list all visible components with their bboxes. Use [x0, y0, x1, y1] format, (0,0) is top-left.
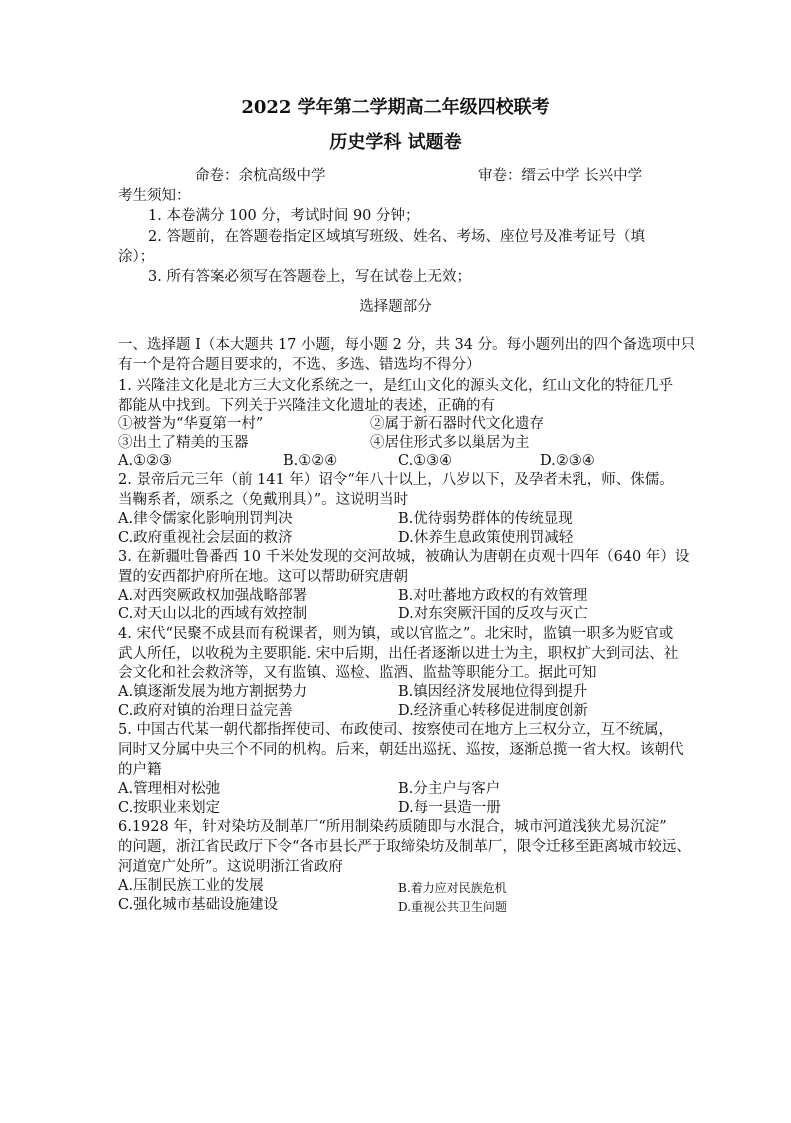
q1-option-a: A.①②③	[118, 453, 173, 469]
q5-stem-cont-1: 同时又分属中央三个不同的机构。后来，朝廷出巡抚、巡按，逐渐总揽一省大权。该朝代	[118, 742, 684, 758]
q1-option-c: C.①③④	[398, 453, 453, 469]
q1-statement-3: ③出土了精美的玉器	[118, 435, 249, 451]
q1-option-b: B.①②④	[283, 453, 338, 469]
q6-stem-cont-1: 的问题，浙江省民政厅下令“各市县长严于取缔染坊及制革厂，限令迁移至距离城市较远、	[118, 839, 691, 855]
q4-stem: 4. 宋代“民聚不成县而有税课者，则为镇，或以官监之”。北宋时，监镇一职多为贬官或	[118, 626, 674, 642]
section-title: 选择题部分	[359, 299, 432, 315]
q1-statement-2: ②属于新石器时代文化遗存	[370, 416, 544, 432]
q5-option-d: D.每一县造一册	[398, 800, 501, 816]
q4-option-b: B.镇因经济发展地位得到提升	[398, 684, 588, 700]
q6-option-a: A.压制民族工业的发展	[118, 878, 264, 894]
q4-stem-cont-1: 武人所任，以收税为主要职能. 宋中后期，出任者逐渐以进士为主，职权扩大到司法、社	[118, 646, 679, 662]
section-intro-cont: 有一个是符合题目要求的，不选、多选、错选均不得分）	[118, 357, 481, 373]
q3-option-b: B.对吐蕃地方政权的有效管理	[398, 588, 588, 604]
q2-stem-cont: 当鞠系者，颂系之（免戴刑具）”。这说明当时	[118, 492, 409, 508]
q2-option-a: A.律令儒家化影响刑罚判决	[118, 511, 293, 527]
q5-stem-cont-2: 的户籍	[118, 762, 162, 778]
q6-option-d: D.重视公共卫生问题	[398, 900, 508, 914]
q1-statement-4: ④居住形式多以巢居为主	[370, 435, 530, 451]
reviewer-line: 审卷：缙云中学 长兴中学	[478, 168, 643, 184]
q3-option-a: A.对西突厥政权加强战略部署	[118, 588, 308, 604]
q6-option-b: B.着力应对民族危机	[398, 881, 507, 895]
q6-option-c: C.强化城市基础设施建设	[118, 897, 279, 913]
q4-option-a: A.镇逐渐发展为地方割据势力	[118, 684, 308, 700]
setter-line: 命卷：余杭高级中学	[195, 168, 326, 184]
q4-stem-cont-2: 会文化和社会救济等，又有监镇、巡检、监酒、监盐等职能分工。据此可知	[118, 665, 597, 681]
q1-stem-cont: 都能从中找到。下列关于兴隆洼文化遗址的表述，正确的有	[118, 398, 495, 414]
q1-statement-1: ①被誉为“华夏第一村”	[118, 416, 264, 432]
q2-option-b: B.优待弱势群体的传统显现	[398, 511, 573, 527]
q1-stem: 1. 兴隆洼文化是北方三大文化系统之一，是红山文化的源头文化，红山文化的特征几乎	[118, 378, 673, 394]
q4-option-c: C.政府对镇的治理日益完善	[118, 703, 293, 719]
notice-item-2: 2. 答题前，在答题卷指定区域填写班级、姓名、考场、座位号及准考证号（填	[148, 229, 645, 245]
q2-option-c: C.政府重视社会层面的救济	[118, 530, 293, 546]
q2-stem: 2. 景帝后元三年（前 141 年）诏令“年八十以上，八岁以下，及孕者未乳，师、侏儒。	[118, 472, 674, 488]
q4-option-d: D.经济重心转移促进制度创新	[398, 703, 588, 719]
q3-stem: 3. 在新疆吐鲁番西 10 千米处发现的交河故城，被确认为唐朝在贞观十四年（640 年）设	[118, 549, 690, 565]
q3-option-d: D.对东突厥汗国的反攻与灭亡	[398, 606, 588, 622]
q3-stem-cont: 置的安西都护府所在地。这可以帮助研究唐朝	[118, 569, 408, 585]
q6-stem: 6.1928 年，针对染坊及制革厂“所用制染药质随即与水混合，城市河道浅狭尤易沉淀”	[118, 819, 667, 835]
q5-option-a: A.管理相对松弛	[118, 781, 221, 797]
q5-stem: 5. 中国古代某一朝代都指挥使司、布政使司、按察使司在地方上三权分立，互不统属，	[118, 722, 673, 738]
notice-heading: 考生须知：	[118, 188, 191, 204]
q6-stem-cont-2: 河道宽广处所”。这说明浙江省政府	[118, 859, 343, 875]
notice-item-3: 3. 所有答案必须写在答题卷上，写在试卷上无效；	[148, 269, 471, 285]
q5-option-c: C.按职业来划定	[118, 800, 221, 816]
section-intro: 一、选择题 I（本大题共 17 小题，每小题 2 分，共 34 分。每小题列出的四个备选项中只	[118, 337, 696, 353]
notice-item-1: 1. 本卷满分 100 分，考试时间 90 分钟；	[148, 208, 420, 224]
q3-option-c: C.对天山以北的西域有效控制	[118, 606, 308, 622]
exam-subtitle: 历史学科 试题卷	[329, 132, 462, 153]
q2-option-d: D.休养生息政策使刑罚减轻	[398, 530, 574, 546]
q5-option-b: B.分主户与客户	[398, 781, 501, 797]
exam-title: 2022 学年第二学期高二年级四校联考	[241, 97, 550, 118]
q1-option-d: D.②③④	[540, 453, 595, 469]
notice-item-2-cont: 涂）；	[118, 249, 155, 265]
